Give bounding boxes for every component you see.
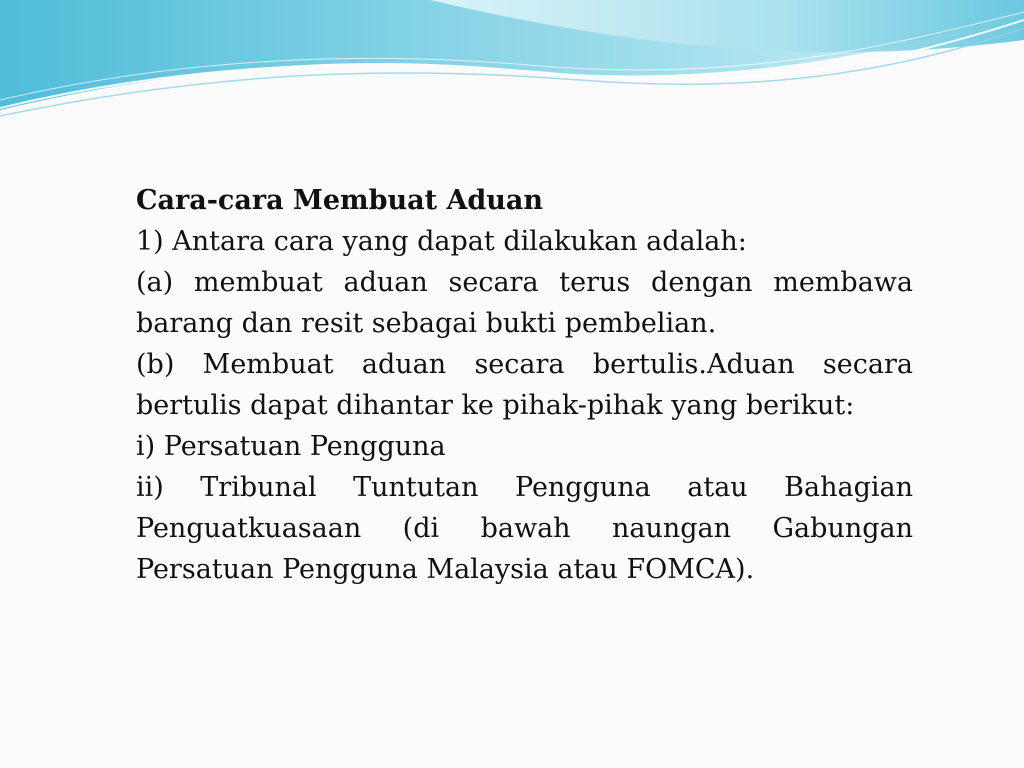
slide-content (136, 180, 913, 590)
item-ii: ii) Tribunal Tuntutan Pengguna atau Bahagian Penguatkuasaan (di bawah naungan Gabungan Persatuan Pengguna Malaysia atau FOMCA). (136, 472, 913, 585)
slide-heading: Cara-cara Membuat Aduan (136, 185, 544, 216)
item-a: (a) membuat aduan secara terus dengan membawa barang dan resit sebagai bukti pembelian. (136, 267, 913, 339)
intro-line: 1) Antara cara yang dapat dilakukan adalah: (136, 226, 747, 257)
decorative-wave-header (0, 0, 1024, 130)
item-b: (b) Membuat aduan secara bertulis.Aduan secara bertulis dapat dihantar ke pihak-pihak yang berikut: (136, 349, 913, 421)
item-i: i) Persatuan Pengguna (136, 431, 446, 462)
